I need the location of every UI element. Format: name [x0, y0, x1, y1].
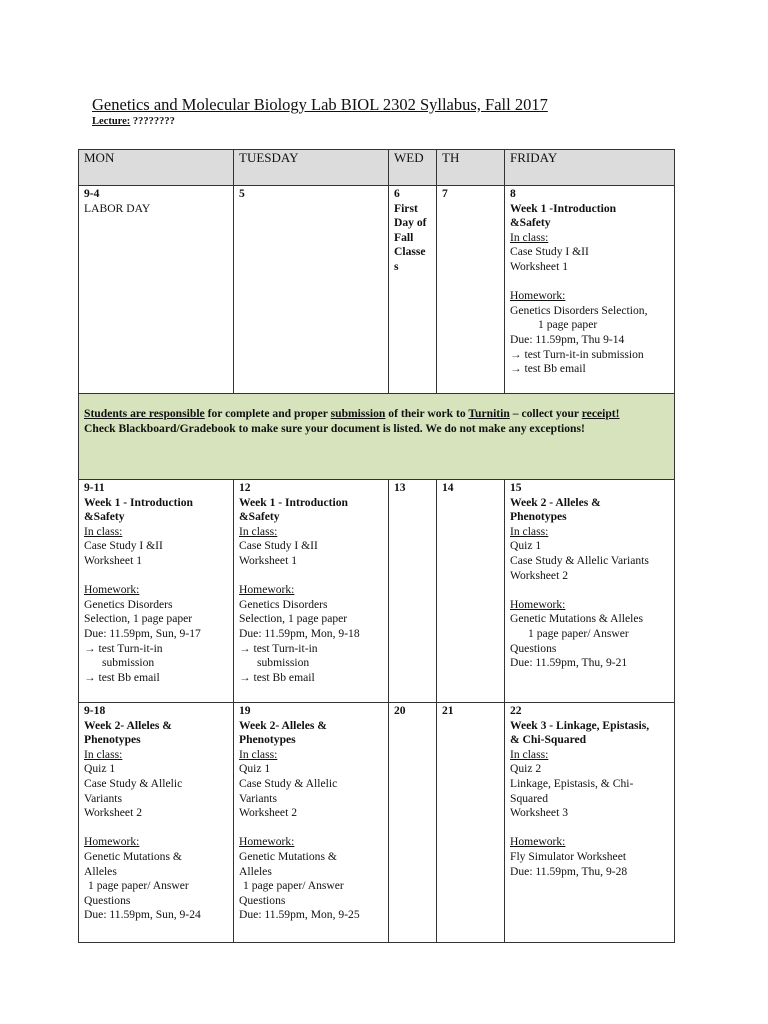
in-class-label: In class: [510, 747, 549, 761]
test-item: submission [102, 656, 155, 670]
due-date: Due: 11.59pm, Thu 9-14 [510, 332, 625, 346]
homework-item: Genetic Mutations & [239, 849, 337, 863]
due-date: Due: 11.59pm, Thu, 9-28 [510, 864, 628, 878]
homework-item: Alleles [239, 864, 272, 878]
header-row [79, 150, 675, 186]
activity: Worksheet 2 [239, 806, 297, 820]
activity: Worksheet 1 [510, 259, 568, 273]
cell-date: 9-4 [84, 187, 100, 200]
homework-item: Questions [84, 893, 131, 907]
cell-fri [505, 480, 675, 703]
homework-item: Genetic Mutations & [84, 849, 182, 863]
activity: Worksheet 2 [84, 806, 142, 820]
due-date: Due: 11.59pm, Sun, 9-24 [84, 908, 201, 922]
activity: Case Study I &II [510, 245, 589, 259]
homework-item: 1 page paper/ Answer [528, 626, 629, 640]
col-header-tuesday: TUESDAY [234, 150, 389, 186]
cell-th [437, 186, 505, 394]
cell-date: 19 [239, 704, 251, 717]
col-header-mon: MON [79, 150, 234, 186]
activity: Quiz 1 [239, 762, 271, 776]
cell-date: 6 [394, 187, 400, 200]
cell-tue [234, 480, 389, 703]
due-date: Due: 11.59pm, Thu, 9-21 [510, 656, 628, 670]
lecture-label: Lecture: [92, 116, 131, 127]
homework-item: Genetics Disorders [239, 597, 328, 611]
cell-fri [505, 186, 675, 394]
activity: Worksheet 2 [510, 568, 568, 582]
week-title: Week 3 - Linkage, Epistasis, [510, 718, 650, 732]
activity: Case Study I &II [239, 539, 318, 553]
homework-item: Questions [510, 641, 557, 655]
week-title: Week 2- Alleles & [239, 718, 327, 732]
notice-text-2: Check Blackboard/Gradebook to make sure your document is listed. We do not make any exceptions! [84, 422, 585, 435]
test-item: → test Bb email [84, 670, 160, 684]
homework-item: Questions [239, 893, 286, 907]
homework-label: Homework: [510, 289, 566, 303]
due-date: Due: 11.59pm, Sun, 9-17 [84, 626, 201, 640]
homework-label: Homework: [239, 835, 295, 849]
cell-tue [234, 703, 389, 943]
due-date: Due: 11.59pm, Mon, 9-25 [239, 908, 360, 922]
in-class-label: In class: [84, 524, 123, 538]
week-title: Week 1 - Introduction [84, 495, 193, 509]
week-title: & Chi-Squared [510, 733, 587, 747]
activity: Quiz 1 [84, 762, 116, 776]
cell-mon [79, 480, 234, 703]
homework-item: 1 page paper/ Answer [243, 879, 344, 893]
holiday-label: LABOR DAY [84, 201, 151, 215]
activity: Worksheet 1 [239, 553, 297, 567]
first-day-line: Fall [394, 230, 414, 244]
activity: Worksheet 1 [84, 553, 142, 567]
homework-item: Selection, 1 page paper [84, 612, 193, 626]
cell-wed [389, 703, 437, 943]
cell-date: 9-11 [84, 481, 105, 494]
week-title: Week 2 - Alleles & [510, 495, 601, 509]
week-title: Week 2- Alleles & [84, 718, 172, 732]
document-title: Genetics and Molecular Biology Lab BIOL 2302 Syllabus, Fall 2017 [92, 95, 548, 114]
cell-mon [79, 186, 234, 394]
cell-date: 13 [394, 481, 406, 494]
activity: Variants [239, 791, 277, 805]
in-class-label: In class: [510, 524, 549, 538]
homework-item: Alleles [84, 864, 117, 878]
submission-notice [79, 394, 675, 480]
activity: Case Study & Allelic [84, 776, 183, 790]
cell-mon [79, 703, 234, 943]
homework-item: Fly Simulator Worksheet [510, 849, 627, 863]
schedule-table [78, 149, 675, 943]
activity: Quiz 2 [510, 762, 542, 776]
week-title: Week 1 - Introduction [239, 495, 348, 509]
homework-label: Homework: [84, 835, 140, 849]
col-header-friday: FRIDAY [505, 150, 675, 186]
cell-date: 9-18 [84, 704, 106, 717]
activity: Variants [84, 791, 122, 805]
week-title: Week 1 -Introduction [510, 201, 617, 215]
test-item: → test Bb email [239, 670, 315, 684]
cell-tue [234, 186, 389, 394]
cell-date: 7 [442, 187, 448, 200]
homework-item: Selection, 1 page paper [239, 612, 348, 626]
homework-item: Genetics Disorders Selection, [510, 303, 648, 317]
cell-date: 5 [239, 187, 245, 200]
homework-label: Homework: [510, 597, 566, 611]
cell-date: 15 [510, 481, 522, 494]
test-item: → test Turn-it-in submission [510, 347, 644, 361]
cell-date: 22 [510, 704, 522, 717]
test-item: submission [257, 656, 310, 670]
homework-item: Genetic Mutations & Alleles [510, 612, 643, 626]
in-class-label: In class: [239, 747, 278, 761]
test-item: → test Turn-it-in [239, 641, 318, 655]
first-day-line: Classe [394, 245, 426, 259]
in-class-label: In class: [84, 747, 123, 761]
cell-th [437, 480, 505, 703]
notice-text: Students are responsible for complete and proper submission of their work to Turnitin – collect your receipt! [84, 407, 620, 420]
homework-label: Homework: [510, 835, 566, 849]
lecture-value: ???????? [130, 116, 175, 127]
first-day-line: Day of [394, 216, 427, 230]
due-date: Due: 11.59pm, Mon, 9-18 [239, 626, 360, 640]
first-day-line: First [394, 201, 418, 215]
in-class-label: In class: [239, 524, 278, 538]
week-title: &Safety [239, 510, 280, 524]
cell-date: 20 [394, 704, 406, 717]
activity: Squared [510, 791, 548, 805]
table-row [79, 186, 675, 394]
week-title: Phenotypes [510, 510, 567, 524]
week-title: &Safety [510, 216, 551, 230]
activity: Quiz 1 [510, 539, 542, 553]
cell-fri [505, 703, 675, 943]
activity: Worksheet 3 [510, 806, 568, 820]
homework-item: Genetics Disorders [84, 597, 173, 611]
cell-date: 12 [239, 481, 251, 494]
week-title: Phenotypes [239, 733, 296, 747]
in-class-label: In class: [510, 230, 549, 244]
activity: Case Study & Allelic Variants [510, 553, 649, 567]
cell-th [437, 703, 505, 943]
activity: Linkage, Epistasis, & Chi- [510, 776, 634, 790]
homework-label: Homework: [239, 583, 295, 597]
cell-wed [389, 480, 437, 703]
table-row [79, 480, 675, 703]
homework-label: Homework: [84, 583, 140, 597]
cell-date: 14 [442, 481, 454, 494]
col-header-th: TH [437, 150, 505, 186]
week-title: Phenotypes [84, 733, 141, 747]
col-header-wed: WED [389, 150, 437, 186]
test-item: → test Turn-it-in [84, 641, 163, 655]
lecture-line [92, 116, 175, 127]
activity: Case Study & Allelic [239, 776, 338, 790]
cell-date: 8 [510, 187, 516, 200]
cell-date: 21 [442, 704, 454, 717]
test-item: → test Bb email [510, 362, 586, 376]
notice-row [79, 394, 675, 480]
cell-wed [389, 186, 437, 394]
week-title: &Safety [84, 510, 125, 524]
homework-item: 1 page paper [538, 318, 598, 332]
table-row [79, 703, 675, 943]
homework-item: 1 page paper/ Answer [88, 879, 189, 893]
first-day-line: s [394, 259, 399, 273]
activity: Case Study I &II [84, 539, 163, 553]
